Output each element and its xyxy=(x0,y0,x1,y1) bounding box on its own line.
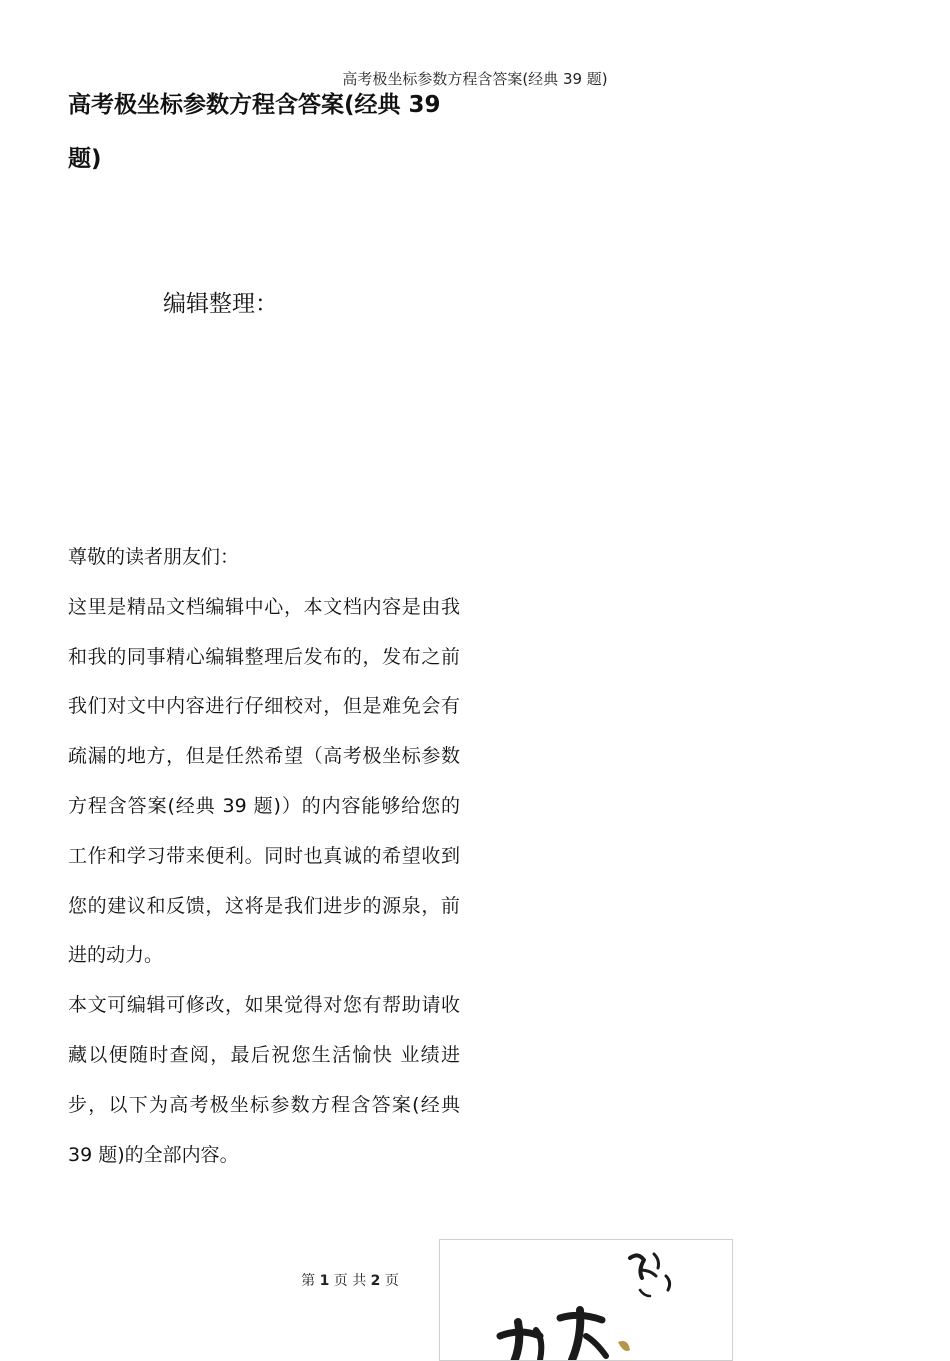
intro-paragraph: 这里是精品文档编辑中心，本文档内容是由我和我的同事精心编辑整理后发布的，发布之前我们对文中内容进行仔细校对，但是难免会有疏漏的地方，但是任然希望（高考极坐标参数方程含答案(经典 39 题)）的内容能够给您的工作和学习带来便利。同时也真诚的希望收到您的建议和反馈，这将是我们进步的源泉，前进的动力。 xyxy=(68,595,460,967)
document-title: 高考极坐标参数方程含答案(经典 39 题) xyxy=(68,92,441,172)
running-header: 高考极坐标参数方程含答案(经典 39 题) xyxy=(342,70,608,88)
calligraphy-brush-icon xyxy=(440,1240,732,1360)
greeting: 尊敬的读者朋友们： xyxy=(68,546,240,568)
page-prefix: 第 xyxy=(301,1273,316,1289)
closing-paragraph: 本文可编辑可修改，如果觉得对您有帮助请收藏以便随时查阅，最后祝您生活愉快 业绩进步，以下为高考极坐标参数方程含答案(经典 39 题)的全部内容。 xyxy=(68,994,460,1166)
total-page-number: 2 xyxy=(370,1273,381,1289)
page-middle: 页 共 xyxy=(333,1273,367,1289)
document-body xyxy=(68,533,460,1180)
editor-label: 编辑整理： xyxy=(163,291,278,317)
calligraphy-image xyxy=(439,1239,733,1361)
page-footer xyxy=(250,1270,450,1290)
page-suffix: 页 xyxy=(384,1273,399,1289)
current-page-number: 1 xyxy=(319,1273,330,1289)
